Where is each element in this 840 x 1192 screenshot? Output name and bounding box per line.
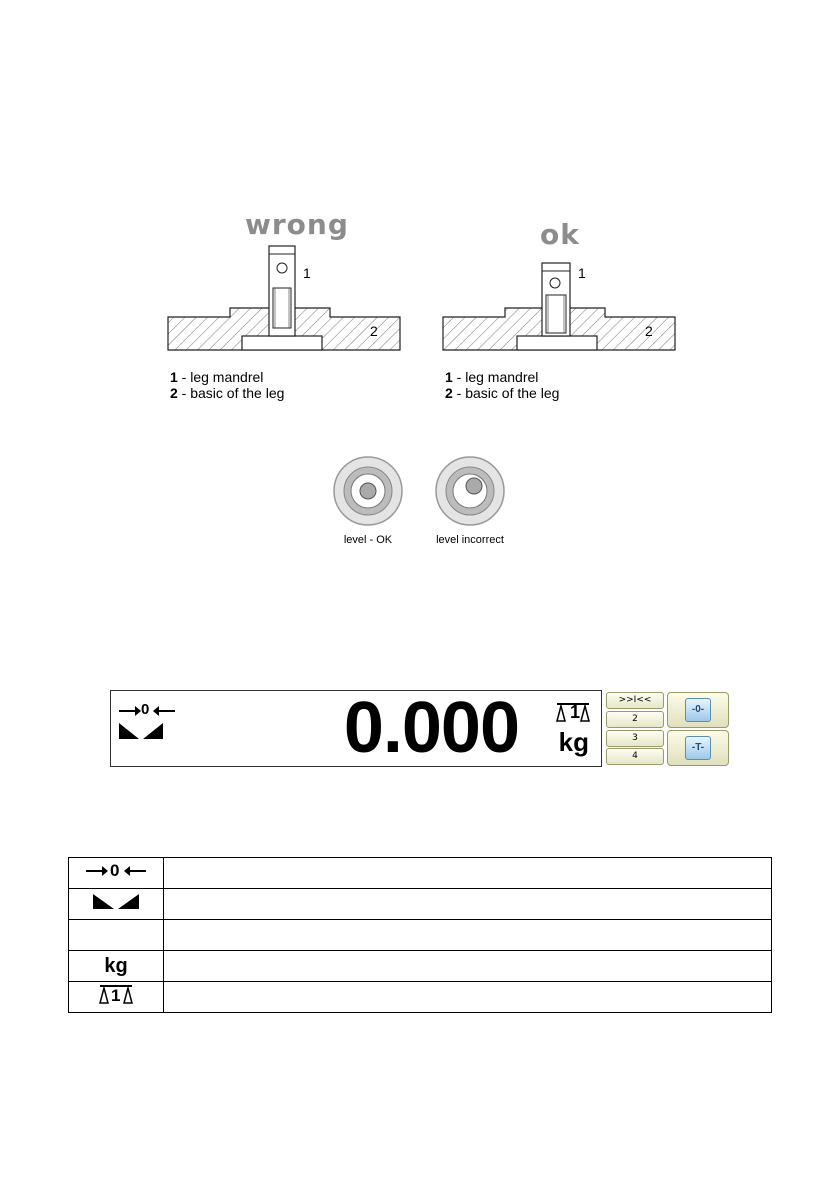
zero-icon: -0- [685, 698, 711, 722]
wrong-callout-2: 2 [370, 323, 378, 339]
legend-line: 1 - leg mandrel [445, 369, 539, 385]
stability-marker-icon [119, 723, 163, 741]
platform-number: 1 [111, 985, 121, 1005]
description-cell [164, 920, 772, 951]
zero-marker-digit: 0 [141, 701, 150, 718]
level-bubble-icon [434, 455, 506, 527]
ok-title: ok [540, 218, 580, 251]
level-incorrect-label: level incorrect [436, 534, 504, 546]
description-cell [164, 951, 772, 982]
wrong-title: wrong [245, 208, 349, 241]
level-bubble-icon [332, 455, 404, 527]
level-ok-label: level - OK [343, 534, 393, 546]
button-3[interactable]: 3 [606, 730, 664, 747]
level-incorrect-indicator [428, 455, 512, 546]
button-2[interactable]: 2 [606, 711, 664, 728]
zero-marker-digit: 0 [110, 860, 120, 880]
unit-symbol: kg [104, 954, 128, 977]
table-row [69, 982, 772, 1013]
zero-range-button[interactable]: >>I<< [606, 692, 664, 709]
stability-marker-cell [69, 889, 164, 920]
wrong-callout-1: 1 [303, 265, 311, 281]
legend-line: 2 - basic of the leg [170, 385, 285, 401]
level-ok-indicator [330, 455, 406, 546]
stability-marker-icon [93, 894, 139, 910]
platform-cell [69, 982, 164, 1013]
ok-callout-1: 1 [578, 265, 586, 281]
description-cell [164, 889, 772, 920]
weighing-display [110, 690, 602, 767]
table-row [69, 920, 772, 951]
unit-label: kg [558, 727, 589, 757]
platform-number: 1 [569, 702, 580, 722]
tare-icon: -T- [685, 736, 711, 760]
description-cell [164, 858, 772, 889]
symbol-table [68, 857, 772, 1013]
ok-legend [445, 369, 559, 401]
table-row [69, 889, 772, 920]
legend-line: 1 - leg mandrel [170, 369, 264, 385]
zero-marker-cell [69, 858, 164, 889]
button-panel [604, 690, 730, 766]
tare-button[interactable] [667, 730, 729, 766]
table-row [69, 951, 772, 982]
wrong-legend [170, 369, 284, 401]
table-row [69, 858, 772, 889]
ok-callout-2: 2 [645, 323, 653, 339]
weight-reading: 0.000 [343, 688, 519, 768]
zero-button[interactable] [667, 692, 729, 728]
unit-cell [69, 951, 164, 982]
blank-symbol-cell [69, 920, 164, 951]
legend-line: 2 - basic of the leg [445, 385, 560, 401]
button-4[interactable]: 4 [606, 748, 664, 765]
description-cell [164, 982, 772, 1013]
